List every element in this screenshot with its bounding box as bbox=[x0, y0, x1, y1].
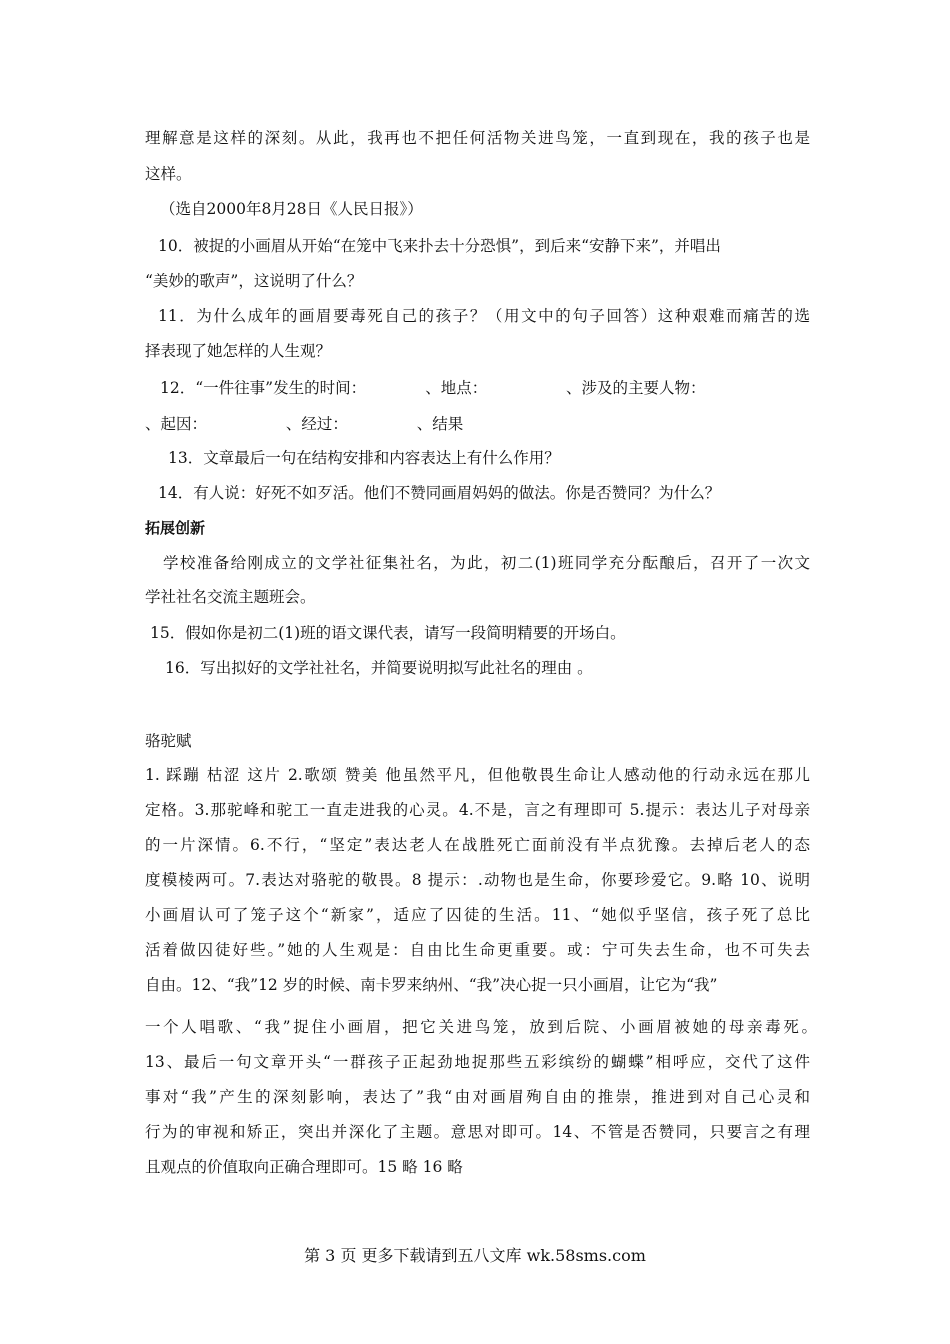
answer-line: 自由。12、“我”12 岁的时候、南卡罗来纳州、“我”决心捉一只小画眉，让它为“我” bbox=[145, 976, 718, 994]
answer-line: 行为的审视和矫正，突出并深化了主题。意思对即可。14、不管是否赞同，只要言之有理 bbox=[145, 1123, 810, 1141]
question-11-cont: 择表现了她怎样的人生观？ bbox=[145, 342, 332, 360]
question-10-cont: “美妙的歌声”，这说明了什么？ bbox=[145, 272, 363, 290]
question-10: 10．被捉的小画眉从开始“在笼中飞来扑去十分恐惧”，到后来“安静下来”，并唱出 bbox=[158, 237, 721, 255]
answer-line: 一个人唱歌、“我”捉住小画眉，把它关进鸟笼，放到后院、小画眉被她的母亲毒死。 bbox=[145, 1018, 817, 1036]
question-15: 15．假如你是初二(1)班的语文课代表，请写一段简明精要的开场白。 bbox=[150, 624, 626, 642]
answer-line: 活着做囚徒好些。”她的人生观是：自由比生命更重要。或：宁可失去生命，也不可失去 bbox=[145, 941, 810, 959]
answer-line: 小画眉认可了笼子这个“新家”，适应了囚徒的生活。11、“她似乎坚信，孩子死了总比 bbox=[145, 906, 810, 924]
question-16: 16．写出拟好的文学社社名，并简要说明拟写此社名的理由 。 bbox=[165, 659, 593, 677]
question-12: 12．“一件往事”发生的时间： 、地点： 、涉及的主要人物： bbox=[160, 379, 706, 397]
answer-line: 的一片深情。6.不行，“坚定”表达老人在战胜死亡面前没有半点犹豫。去掉后老人的态 bbox=[145, 836, 810, 854]
extension-paragraph-cont: 学社社名交流主题班会。 bbox=[145, 588, 316, 606]
question-14: 14．有人说：好死不如歹活。他们不赞同画眉妈妈的做法。你是否赞同？为什么？ bbox=[158, 484, 721, 502]
answer-line: 度模棱两可。7.表达对骆驼的敬畏。8 提示：.动物也是生命，你要珍爱它。9.略 10、说明 bbox=[145, 871, 810, 889]
extension-paragraph: 学校准备给刚成立的文学社征集社名，为此，初二(1)班同学充分酝酿后，召开了一次文 bbox=[163, 554, 810, 572]
page-footer: 第 3 页 更多下载请到五八文库 wk.58sms.com bbox=[304, 1246, 646, 1265]
paragraph-line: 理解意是这样的深刻。从此，我再也不把任何活物关进鸟笼，一直到现在，我的孩子也是 bbox=[145, 129, 810, 147]
question-13: 13．文章最后一句在结构安排和内容表达上有什么作用？ bbox=[168, 449, 560, 467]
answer-line: 定格。3.那驼峰和驼工一直走进我的心灵。4.不是，言之有理即可 5.提示：表达儿子对母亲 bbox=[145, 801, 810, 819]
answer-line: 事对“我”产生的深刻影响，表达了”我“由对画眉殉自由的推崇，推进到对自己心灵和 bbox=[145, 1088, 810, 1106]
answer-line: 1. 踩蹦 枯涩 这片 2.歌颂 赞美 他虽然平凡，但他敬畏生命让人感动他的行动永远在那儿 bbox=[145, 766, 810, 784]
source-citation: （选自2000年8月28日《人民日报》） bbox=[160, 200, 423, 218]
paragraph-line: 这样。 bbox=[145, 165, 192, 183]
section-heading: 拓展创新 bbox=[145, 519, 206, 537]
question-12-cont: 、起因： 、经过： 、结果 bbox=[145, 415, 464, 433]
question-11: 11．为什么成年的画眉要毒死自己的孩子？（用文中的句子回答）这种艰难而痛苦的选 bbox=[158, 307, 810, 325]
answer-line: 13、最后一句文章开头“一群孩子正起劲地捉那些五彩缤纷的蝴蝶”相呼应，交代了这件 bbox=[145, 1053, 810, 1071]
answer-line: 且观点的价值取向正确合理即可。15 略 16 略 bbox=[145, 1158, 463, 1176]
answers-title: 骆驼赋 bbox=[145, 732, 192, 750]
